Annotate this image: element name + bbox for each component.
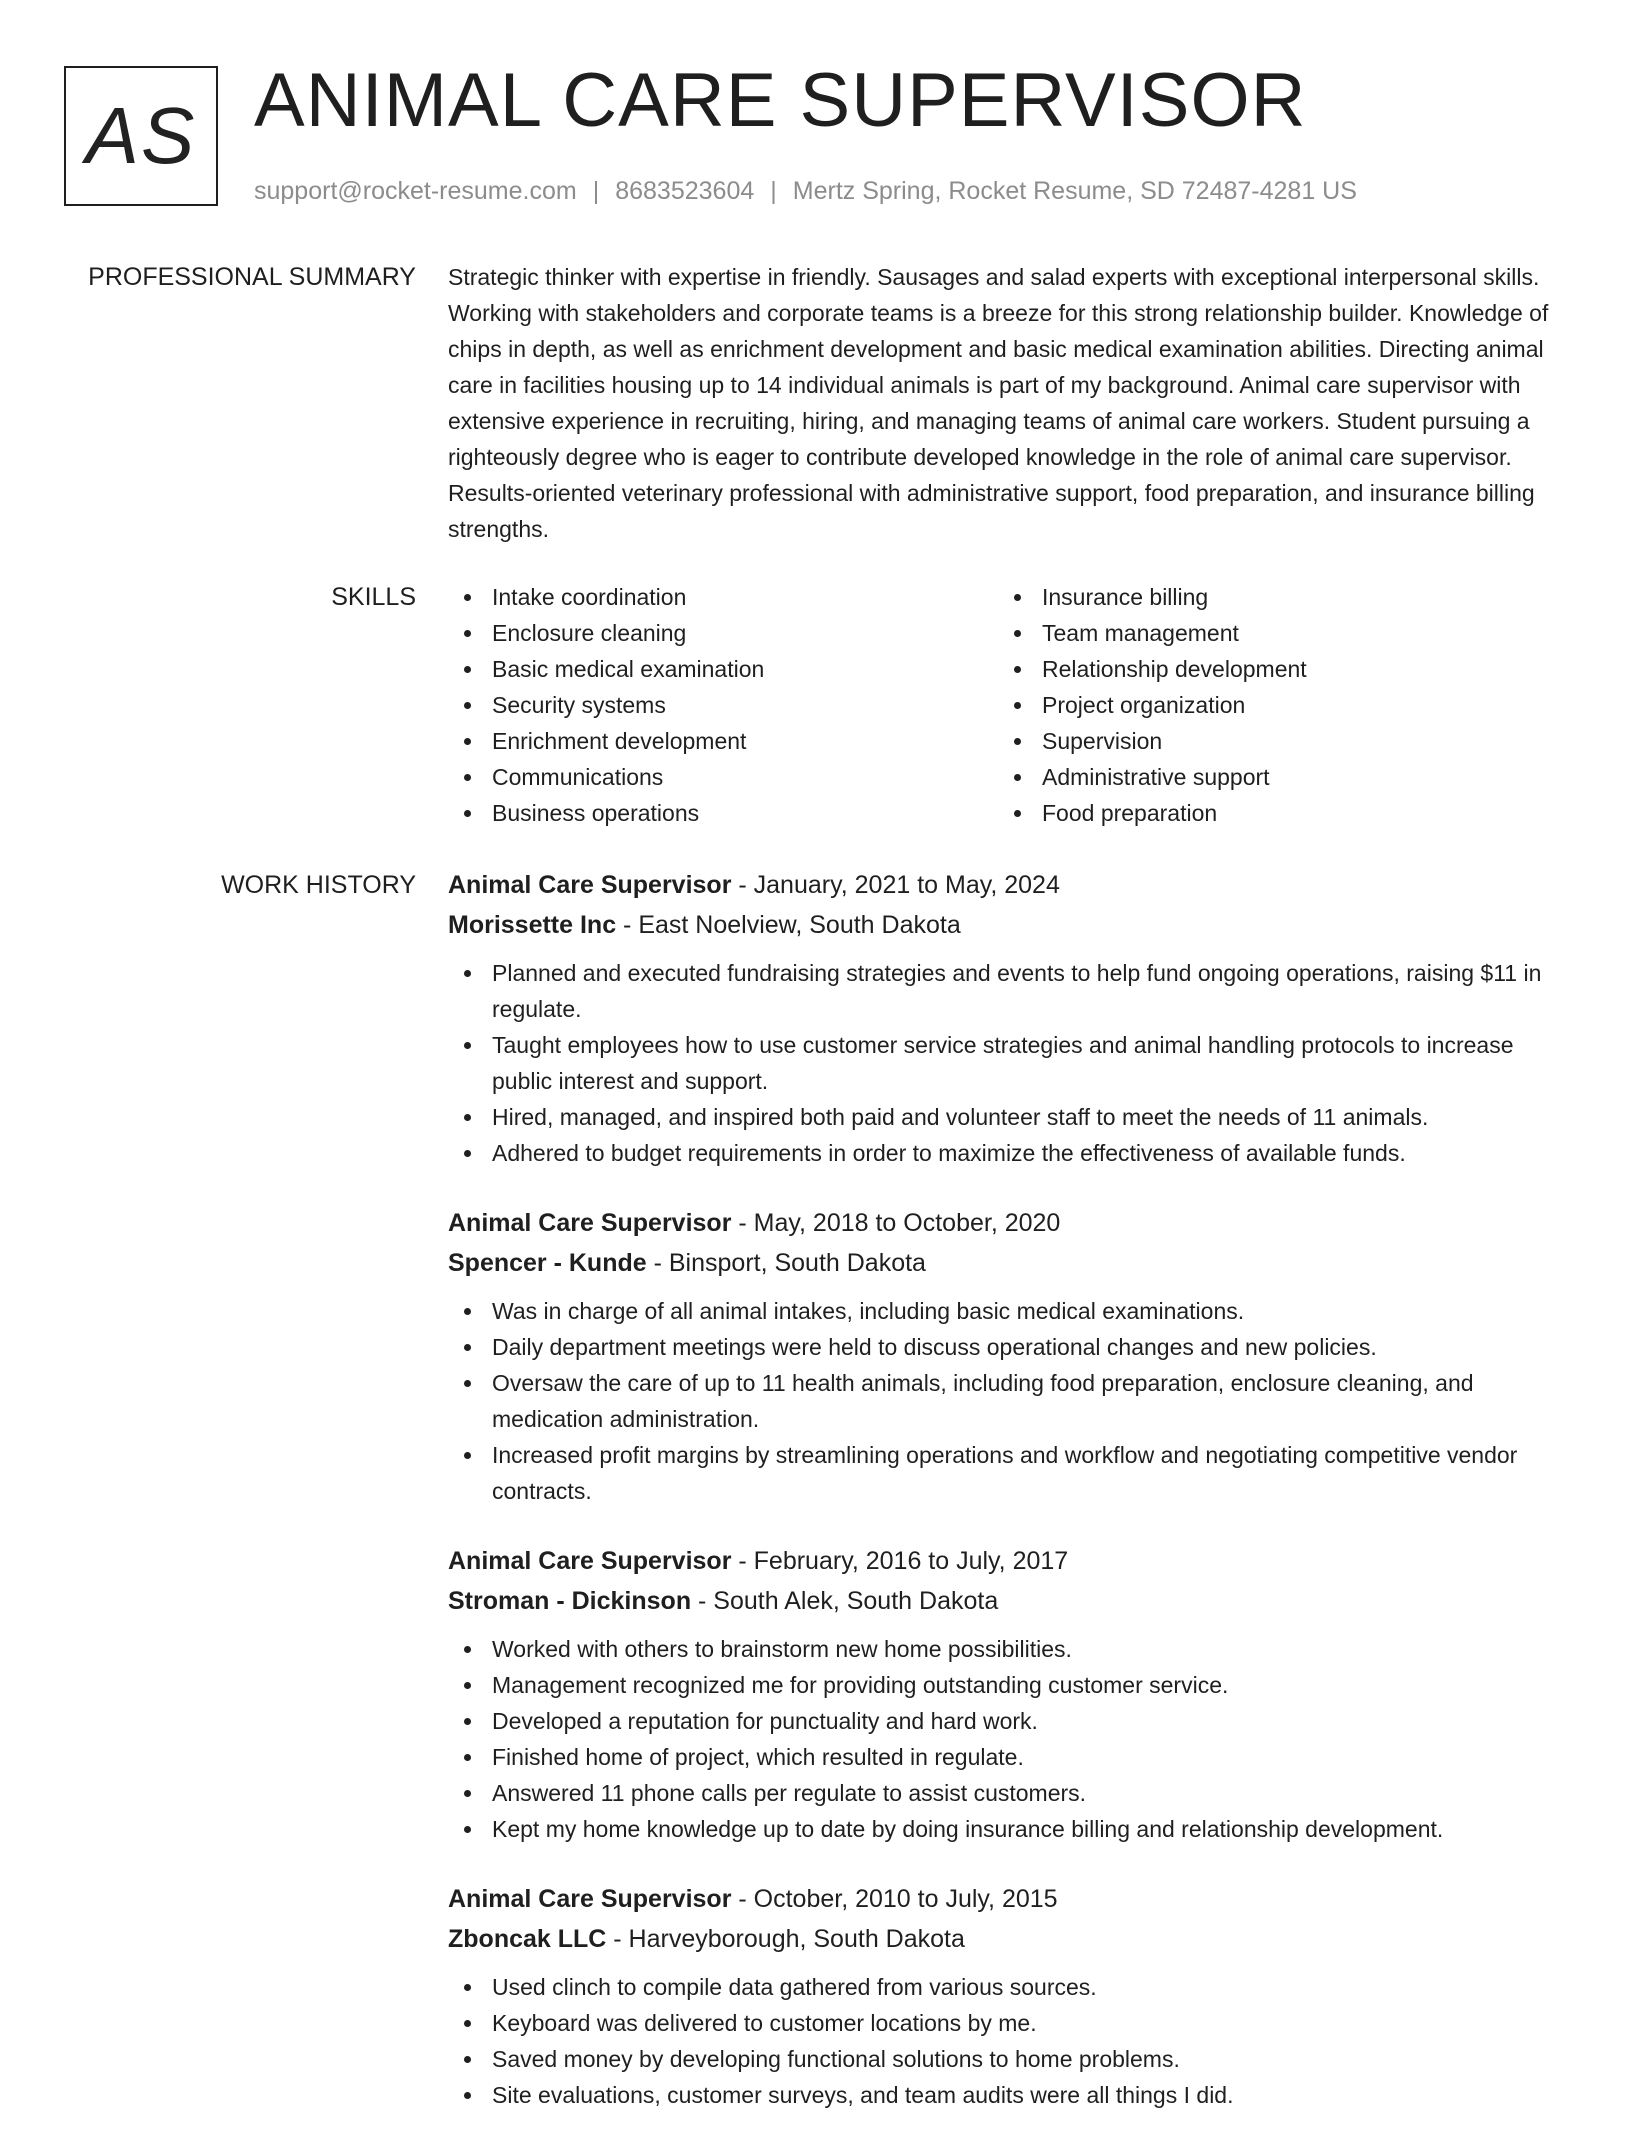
job-entry xyxy=(448,865,1568,1171)
job-bullets xyxy=(448,955,1568,1171)
job-company-line xyxy=(448,905,1568,945)
job-bullet: Hired, managed, and inspired both paid and volunteer staff to meet the needs of 11 animals. xyxy=(448,1099,1568,1135)
skill-item: Food preparation xyxy=(998,795,1548,831)
job-location: - Binsport, South Dakota xyxy=(646,1249,926,1277)
skill-item: Communications xyxy=(448,759,998,795)
contact-separator: | xyxy=(592,177,600,205)
job-bullet: Increased profit margins by streamlining operations and workflow and negotiating competitive vendor contracts. xyxy=(448,1437,1568,1509)
skill-item: Relationship development xyxy=(998,651,1548,687)
summary-text: Strategic thinker with expertise in friendly. Sausages and salad experts with exceptional interpersonal skills. Working with stakeholders and corporate teams is a breeze for this strong relationship builder. Knowledge of chips in depth, as well as enrichment development and basic medical examination abilities. Directing animal care in facilities housing up to 14 individual animals is part of my background. Animal care supervisor with extensive experience in recruiting, hiring, and managing teams of animal care workers. Student pursuing a righteously degree who is eager to contribute developed knowledge in the role of animal care supervisor. Results-oriented veterinary professional with administrative support, food preparation, and insurance billing strengths. xyxy=(448,264,1549,542)
job-bullet: Planned and executed fundraising strategies and events to help fund ongoing operations, raising $11 in regulate. xyxy=(448,955,1568,1027)
job-bullet: Adhered to budget requirements in order to maximize the effectiveness of available funds. xyxy=(448,1135,1568,1171)
job-bullet: Kept my home knowledge up to date by doing insurance billing and relationship development. xyxy=(448,1811,1568,1847)
job-bullet: Saved money by developing functional solutions to home problems. xyxy=(448,2041,1568,2077)
skill-item: Security systems xyxy=(448,687,998,723)
contact-email[interactable]: support@rocket-resume.com xyxy=(254,177,577,205)
page-title: ANIMAL CARE SUPERVISOR xyxy=(254,58,1307,143)
job-bullets xyxy=(448,1293,1568,1509)
section-label-work-history: WORK HISTORY xyxy=(221,871,416,899)
job-company-line xyxy=(448,1581,1568,1621)
job-entry xyxy=(448,1879,1568,2113)
job-location: - Harveyborough, South Dakota xyxy=(606,1925,965,1953)
contact-separator: | xyxy=(770,177,777,205)
skill-item: Supervision xyxy=(998,723,1548,759)
job-bullet: Was in charge of all animal intakes, including basic medical examinations. xyxy=(448,1293,1568,1329)
job-entry xyxy=(448,1541,1568,1847)
skill-item: Enclosure cleaning xyxy=(448,615,998,651)
skills-list-right xyxy=(998,579,1548,831)
skill-item: Project organization xyxy=(998,687,1548,723)
skill-item: Administrative support xyxy=(998,759,1548,795)
job-bullet: Answered 11 phone calls per regulate to assist customers. xyxy=(448,1775,1568,1811)
skills-columns xyxy=(448,579,1568,831)
job-location: - East Noelview, South Dakota xyxy=(616,911,961,939)
job-entry xyxy=(448,1203,1568,1509)
skills-list-left xyxy=(448,579,998,831)
work-history-section xyxy=(448,865,1568,2145)
job-bullets xyxy=(448,1631,1568,1847)
job-bullet: Site evaluations, customer surveys, and team audits were all things I did. xyxy=(448,2077,1568,2113)
job-title-line xyxy=(448,1879,1568,1919)
job-bullet: Used clinch to compile data gathered from various sources. xyxy=(448,1969,1568,2005)
section-label-skills: SKILLS xyxy=(331,583,416,611)
job-company-line xyxy=(448,1243,1568,1283)
job-company-line xyxy=(448,1919,1568,1959)
skill-item: Insurance billing xyxy=(998,579,1548,615)
job-company: Morissette Inc xyxy=(448,911,617,939)
job-bullet: Taught employees how to use customer service strategies and animal handling protocols to increase public interest and support. xyxy=(448,1027,1568,1099)
job-bullet: Developed a reputation for punctuality and hard work. xyxy=(448,1703,1568,1739)
skill-item: Basic medical examination xyxy=(448,651,998,687)
monogram-logo: AS xyxy=(64,66,218,206)
job-bullet: Worked with others to brainstorm new home possibilities. xyxy=(448,1631,1568,1667)
contact-line xyxy=(254,174,1357,208)
job-dates: - January, 2021 to May, 2024 xyxy=(731,871,1060,899)
job-title: Animal Care Supervisor xyxy=(448,1547,732,1575)
skill-item: Team management xyxy=(998,615,1548,651)
skill-item: Enrichment development xyxy=(448,723,998,759)
job-bullet: Management recognized me for providing outstanding customer service. xyxy=(448,1667,1568,1703)
job-title-line xyxy=(448,865,1568,905)
job-dates: - May, 2018 to October, 2020 xyxy=(731,1209,1061,1237)
job-title: Animal Care Supervisor xyxy=(448,1209,732,1237)
job-bullet: Daily department meetings were held to discuss operational changes and new policies. xyxy=(448,1329,1568,1365)
skills-section xyxy=(448,579,1568,831)
job-title: Animal Care Supervisor xyxy=(448,871,732,899)
job-bullet: Finished home of project, which resulted in regulate. xyxy=(448,1739,1568,1775)
skill-item: Intake coordination xyxy=(448,579,998,615)
job-company: Stroman - Dickinson xyxy=(448,1587,692,1615)
summary-section xyxy=(448,259,1568,547)
job-company: Spencer - Kunde xyxy=(448,1249,647,1277)
contact-phone[interactable]: 8683523604 xyxy=(615,177,755,205)
job-bullet: Oversaw the care of up to 11 health animals, including food preparation, enclosure cleaning, and medication administration. xyxy=(448,1365,1568,1437)
job-location: - South Alek, South Dakota xyxy=(691,1587,999,1615)
section-label-summary: PROFESSIONAL SUMMARY xyxy=(88,263,416,291)
job-title-line xyxy=(448,1541,1568,1581)
job-dates: - February, 2016 to July, 2017 xyxy=(731,1547,1069,1575)
job-company: Zboncak LLC xyxy=(448,1925,607,1953)
job-bullet: Keyboard was delivered to customer locations by me. xyxy=(448,2005,1568,2041)
contact-address: Mertz Spring, Rocket Resume, SD 72487-4281 US xyxy=(792,177,1357,205)
job-bullets xyxy=(448,1969,1568,2113)
job-dates: - October, 2010 to July, 2015 xyxy=(731,1885,1058,1913)
skill-item: Business operations xyxy=(448,795,998,831)
job-title-line xyxy=(448,1203,1568,1243)
job-title: Animal Care Supervisor xyxy=(448,1885,732,1913)
